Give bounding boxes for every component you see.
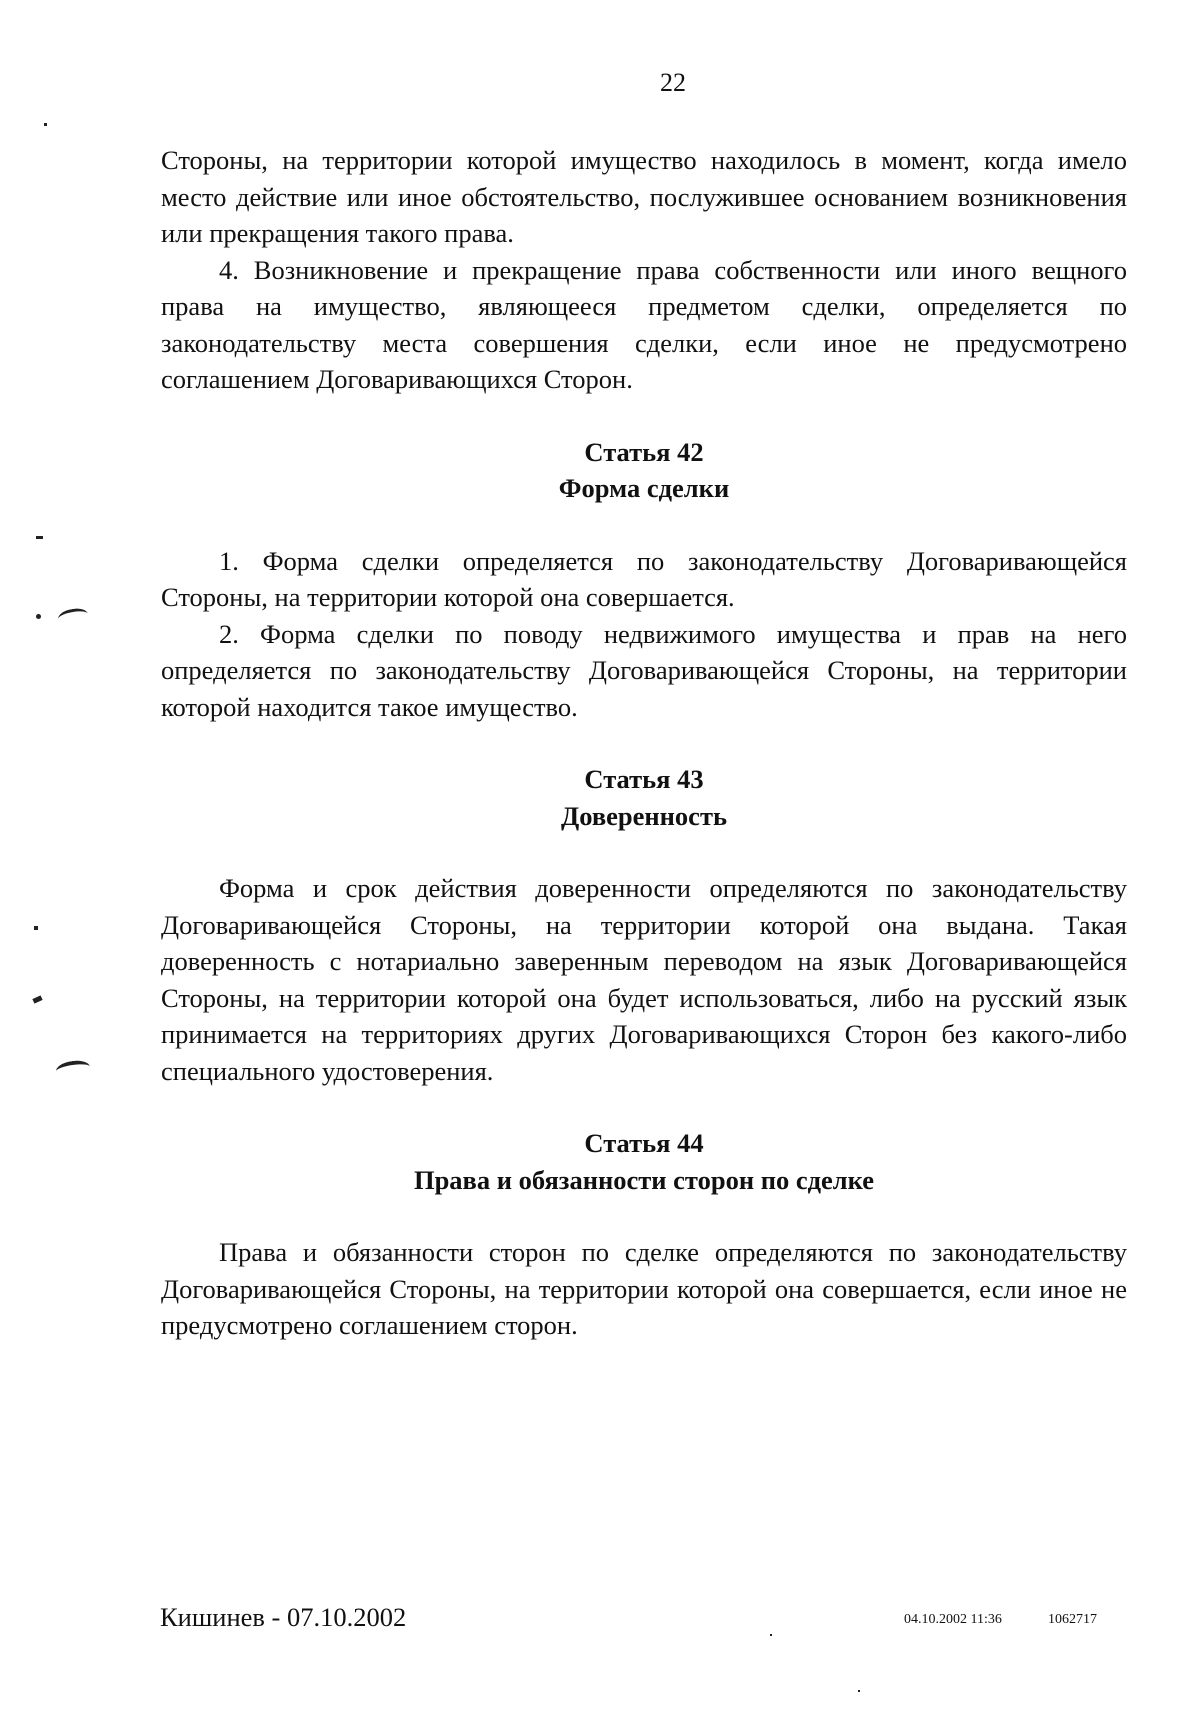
scan-speck: [770, 1634, 772, 1636]
scan-speck: [36, 536, 43, 539]
article-44-heading: [161, 1125, 1127, 1198]
article-42-paragraph-2: 2. Форма сделки по поводу недвижимого имущества и прав на него определяется по законодательству Договаривающейся Стороны, на территории которой находится такое имущество.: [161, 618, 1127, 722]
punch-hole-arc: [57, 607, 89, 627]
article-number: Статья 44: [584, 1128, 704, 1158]
document-body: [161, 142, 1127, 1344]
article-42-heading: [161, 434, 1127, 507]
scan-speck: [32, 995, 42, 1003]
article-title: Форма сделки: [558, 473, 730, 503]
page-number: 22: [660, 68, 686, 97]
scan-speck: [44, 123, 47, 126]
article-44-paragraph-1: Права и обязанности сторон по сделке определяются по законодательству Договаривающейся Стороны, на территории которой она совершается, если иное не предусмотрено соглашением сторон.: [161, 1237, 1127, 1340]
article-43-paragraph-1: Форма и срок действия доверенности определяются по законодательству Договаривающейся Стороны, на территории которой она выдана. Такая доверенность с нотариально заверенным переводом на язык Договаривающейся Стороны, на территории которой она будет использоваться, либо на русский язык принимается на территориях других Договаривающихся Сторон без какого-либо специального удостоверения.: [161, 873, 1127, 1086]
article-title: Доверенность: [561, 800, 727, 831]
intro-paragraph: Стороны, на территории которой имущество находилось в момент, когда имело место действие или иное обстоятельство, послужившее основанием возникновения или прекращения такого права.: [161, 145, 1127, 248]
scan-speck: [36, 614, 41, 619]
scan-speck: [34, 926, 38, 930]
article-title: Права и обязанности сторон по сделке: [413, 1164, 875, 1195]
article-42-paragraph-1: 1. Форма сделки определяется по законодательству Договаривающейся Стороны, на территории которой она совершается.: [161, 545, 1127, 612]
footer-stamp-datetime: 04.10.2002 11:36: [904, 1612, 1002, 1627]
article-number: Статья 42: [584, 436, 704, 467]
footer-city-date: Кишинев - 07.10.2002: [160, 1602, 407, 1632]
article-number: Статья 43: [584, 764, 704, 794]
article-43-heading: [161, 761, 1127, 834]
punch-hole-arc: [55, 1059, 91, 1080]
footer-stamp-id: 1062717: [1048, 1612, 1097, 1627]
scan-speck: [858, 1690, 860, 1692]
intro-item-4: 4. Возникновение и прекращение права собственности или иного вещного права на имущество, являющееся предметом сделки, определяется по законодательству места совершения сделки, если иное не предусмотрено соглашением Договаривающихся Сторон.: [161, 254, 1127, 394]
